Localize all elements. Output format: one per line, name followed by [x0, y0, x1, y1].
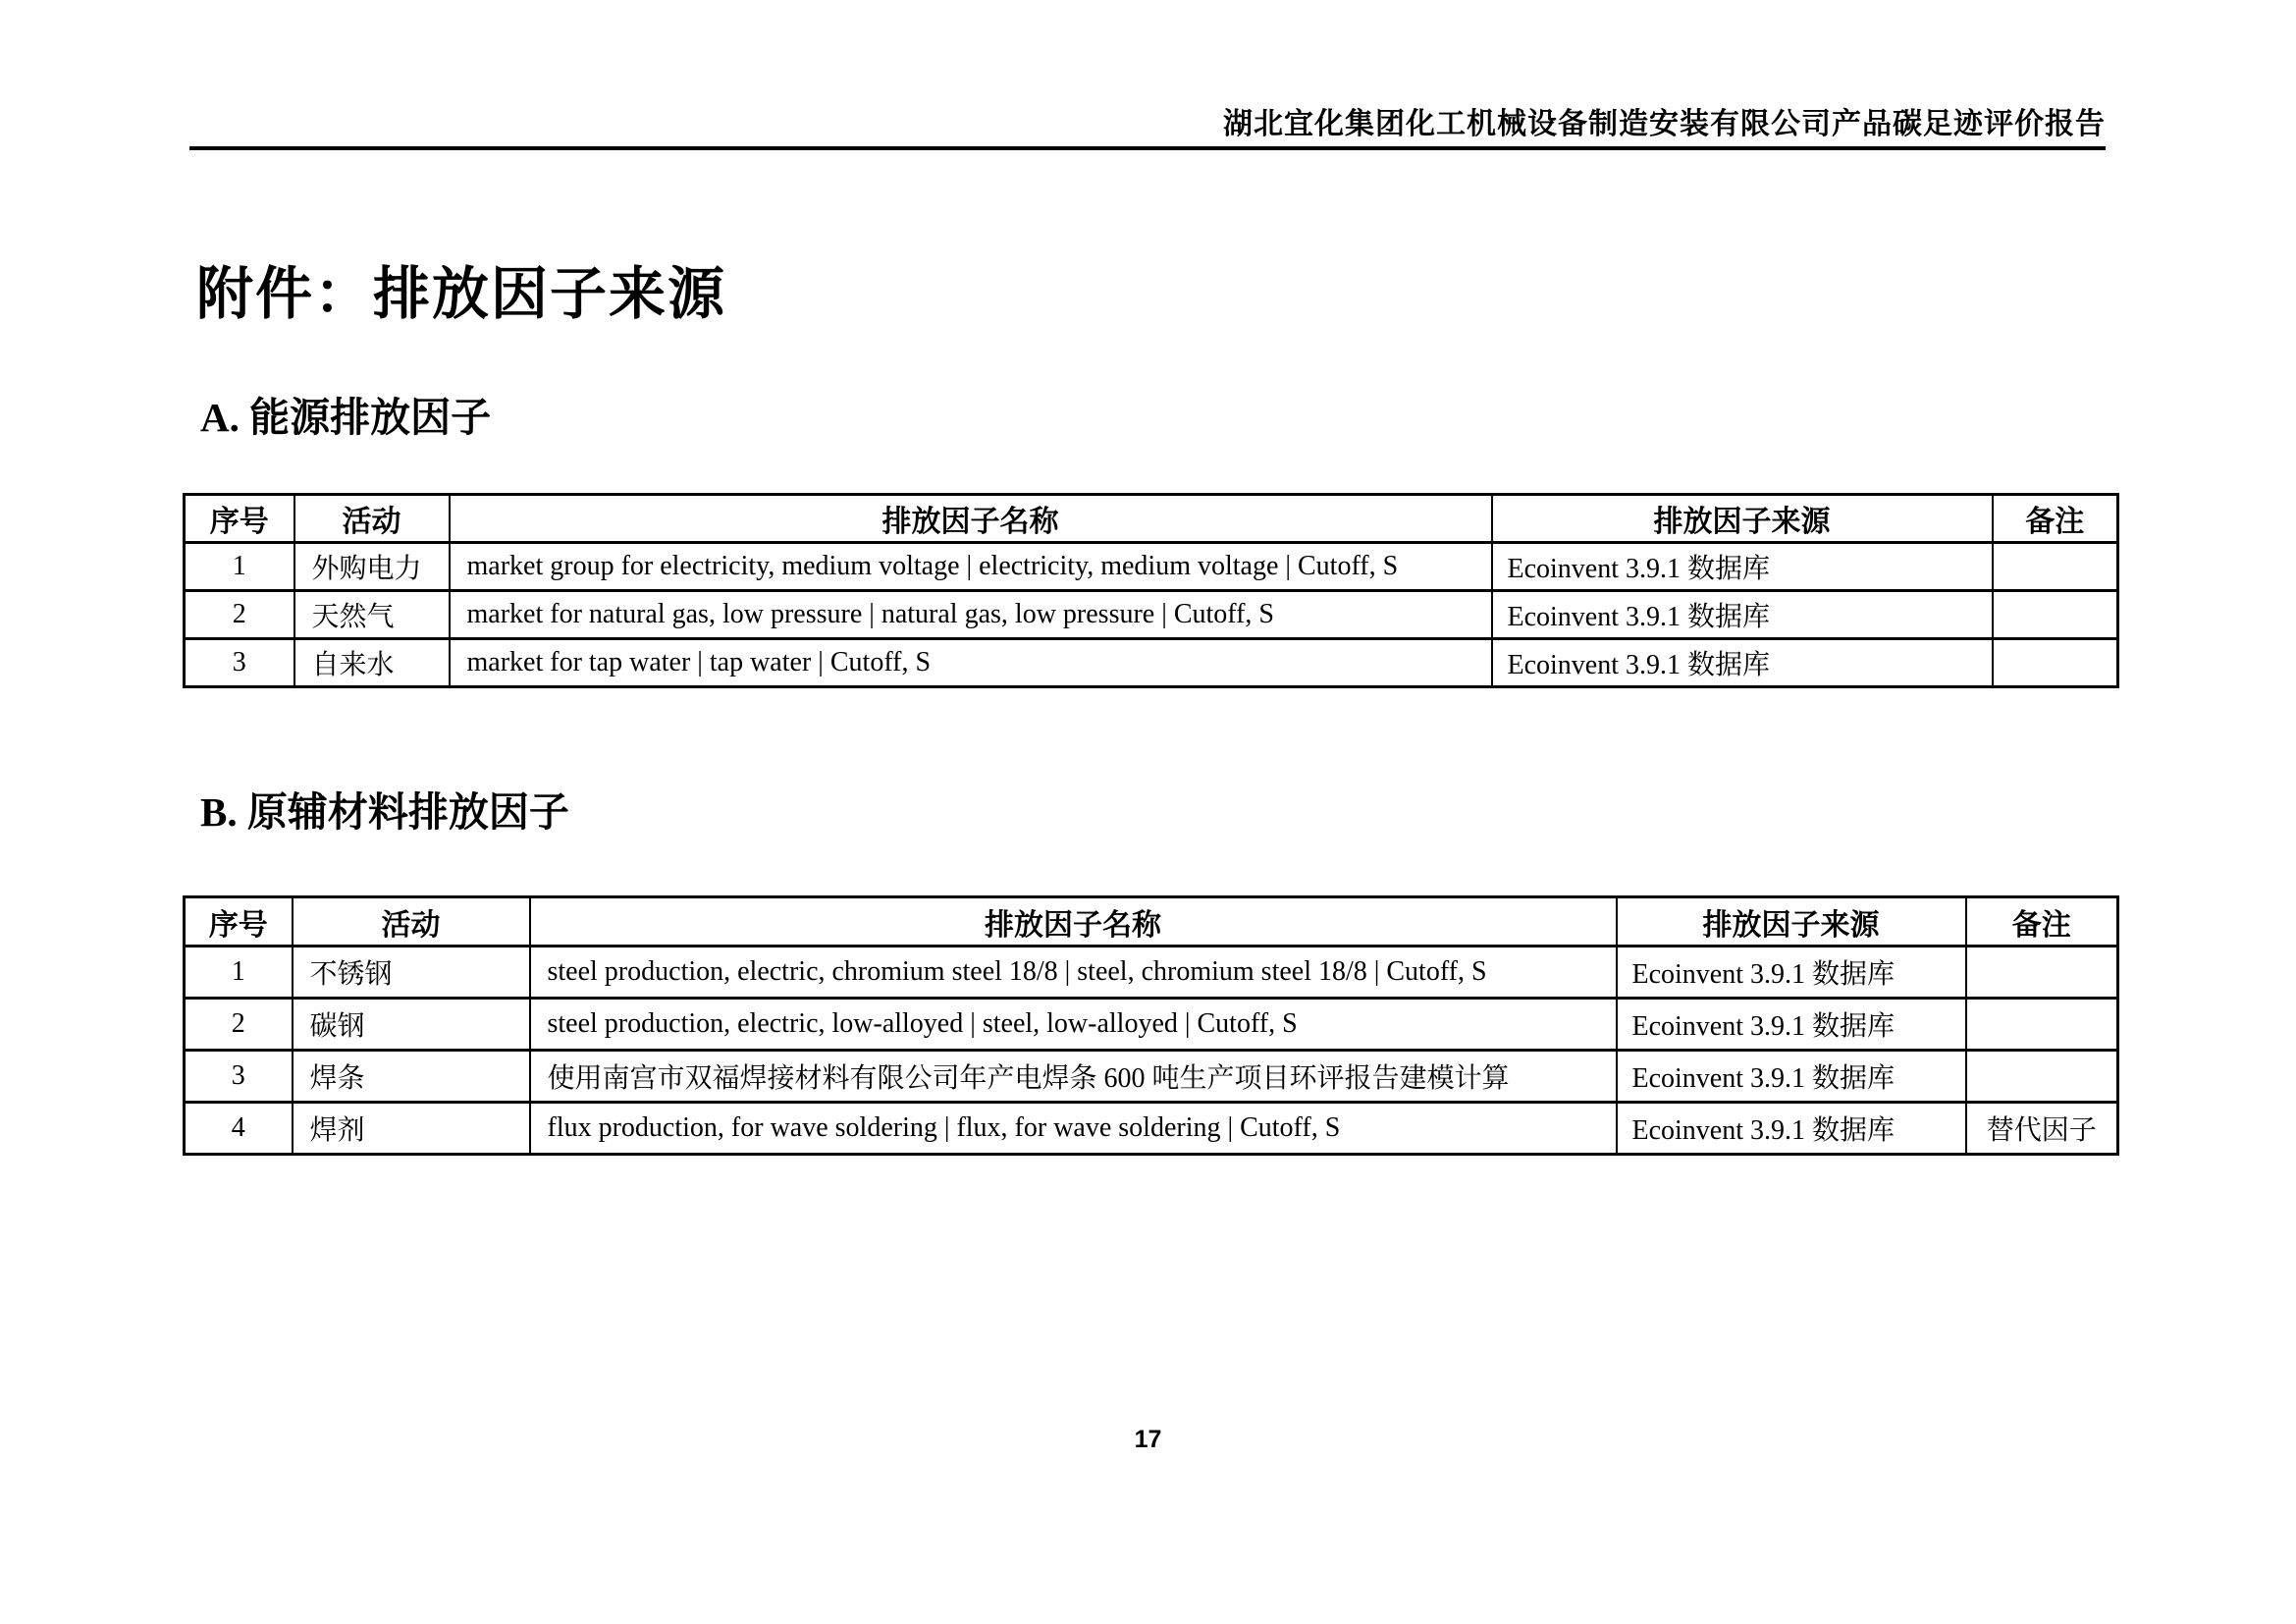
- table-header-row: [185, 495, 2118, 543]
- page-title: 附件：排放因子来源: [196, 262, 727, 326]
- cell-index: 4: [185, 1103, 293, 1155]
- cell-activity: 自来水: [294, 639, 450, 687]
- cell-note: [1993, 591, 2118, 639]
- cell-factor-source: Ecoinvent 3.9.1 数据库: [1617, 947, 1966, 999]
- table-row: [185, 1051, 2118, 1103]
- table-row: [185, 1103, 2118, 1155]
- column-header-factor-source: 排放因子来源: [1492, 495, 1993, 543]
- column-header-factor-name: 排放因子名称: [450, 495, 1492, 543]
- cell-activity: 焊条: [293, 1051, 530, 1103]
- cell-factor-source: Ecoinvent 3.9.1 数据库: [1492, 543, 1993, 591]
- column-header-index: 序号: [185, 495, 294, 543]
- cell-index: 2: [185, 999, 293, 1051]
- running-header: 湖北宜化集团化工机械设备制造安装有限公司产品碳足迹评价报告: [1223, 108, 2106, 140]
- column-header-factor-name: 排放因子名称: [530, 897, 1617, 947]
- cell-note: [1966, 1051, 2118, 1103]
- cell-index: 1: [185, 947, 293, 999]
- table-row: [185, 543, 2118, 591]
- energy-factors-table: [183, 493, 2119, 688]
- cell-factor-name: market for tap water | tap water | Cutoff, S: [450, 639, 1492, 687]
- cell-factor-source: Ecoinvent 3.9.1 数据库: [1617, 1051, 1966, 1103]
- section-a-heading: A. 能源排放因子: [200, 395, 492, 440]
- cell-factor-name: flux production, for wave soldering | flux, for wave soldering | Cutoff, S: [530, 1103, 1617, 1155]
- column-header-index: 序号: [185, 897, 293, 947]
- section-b-heading: B. 原辅材料排放因子: [200, 789, 569, 835]
- column-header-activity: 活动: [294, 495, 450, 543]
- material-factors-table: [183, 895, 2119, 1156]
- table-header-row: [185, 897, 2118, 947]
- cell-note: [1966, 999, 2118, 1051]
- table-row: [185, 999, 2118, 1051]
- cell-factor-name: 使用南宫市双福焊接材料有限公司年产电焊条 600 吨生产项目环评报告建模计算: [530, 1051, 1617, 1103]
- cell-note: [1993, 543, 2118, 591]
- cell-index: 3: [185, 1051, 293, 1103]
- cell-activity: 焊剂: [293, 1103, 530, 1155]
- cell-activity: 天然气: [294, 591, 450, 639]
- table-row: [185, 591, 2118, 639]
- page-number: 17: [1134, 1426, 1162, 1453]
- column-header-note: 备注: [1966, 897, 2118, 947]
- column-header-activity: 活动: [293, 897, 530, 947]
- cell-factor-source: Ecoinvent 3.9.1 数据库: [1492, 639, 1993, 687]
- cell-activity: 不锈钢: [293, 947, 530, 999]
- cell-factor-name: steel production, electric, chromium steel 18/8 | steel, chromium steel 18/8 | Cutoff, S: [530, 947, 1617, 999]
- cell-note: [1966, 947, 2118, 999]
- cell-activity: 碳钢: [293, 999, 530, 1051]
- cell-factor-source: Ecoinvent 3.9.1 数据库: [1617, 1103, 1966, 1155]
- cell-note: 替代因子: [1966, 1103, 2118, 1155]
- cell-index: 1: [185, 543, 294, 591]
- column-header-factor-source: 排放因子来源: [1617, 897, 1966, 947]
- header-rule: [189, 146, 2106, 150]
- cell-index: 3: [185, 639, 294, 687]
- cell-note: [1993, 639, 2118, 687]
- cell-factor-name: market for natural gas, low pressure | natural gas, low pressure | Cutoff, S: [450, 591, 1492, 639]
- cell-factor-name: steel production, electric, low-alloyed | steel, low-alloyed | Cutoff, S: [530, 999, 1617, 1051]
- column-header-note: 备注: [1993, 495, 2118, 543]
- cell-factor-source: Ecoinvent 3.9.1 数据库: [1492, 591, 1993, 639]
- table-row: [185, 639, 2118, 687]
- cell-activity: 外购电力: [294, 543, 450, 591]
- cell-factor-name: market group for electricity, medium voltage | electricity, medium voltage | Cutoff, S: [450, 543, 1492, 591]
- table-row: [185, 947, 2118, 999]
- cell-factor-source: Ecoinvent 3.9.1 数据库: [1617, 999, 1966, 1051]
- cell-index: 2: [185, 591, 294, 639]
